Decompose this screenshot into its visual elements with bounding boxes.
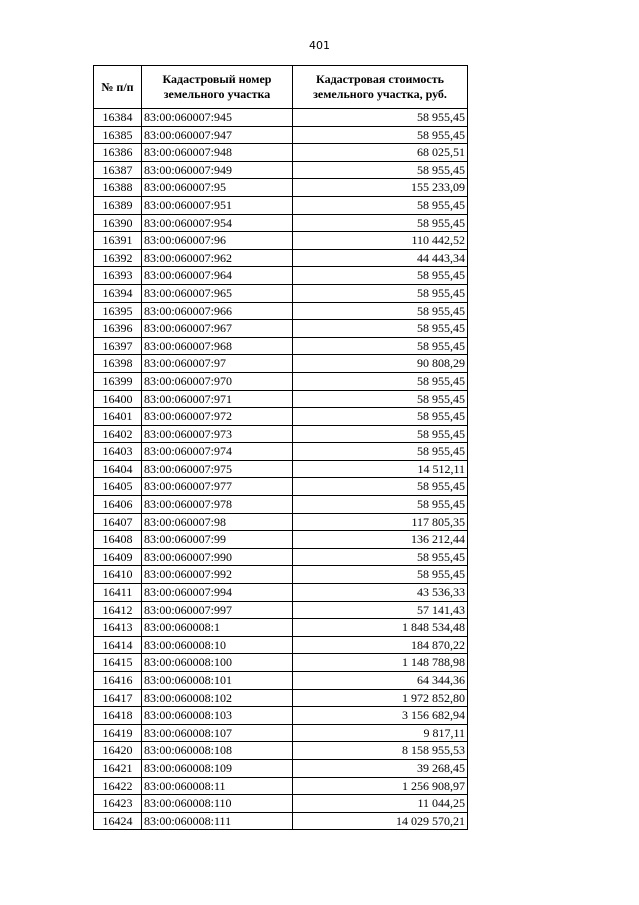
cadastral-value-cell: 8 158 955,53 (293, 742, 468, 760)
table-row (94, 214, 468, 232)
cadastral-number-cell: 83:00:060007:970 (142, 372, 293, 390)
page-number: 401 (309, 39, 330, 52)
row-number-cell: 16402 (94, 425, 142, 443)
cadastral-number-cell: 83:00:060007:951 (142, 196, 293, 214)
cadastral-value-cell: 68 025,51 (293, 144, 468, 162)
cadastral-value-cell: 58 955,45 (293, 478, 468, 496)
table-body (94, 109, 468, 830)
row-number-cell: 16404 (94, 460, 142, 478)
cadastral-number-cell: 83:00:060008:109 (142, 759, 293, 777)
cadastral-number-cell: 83:00:060007:98 (142, 513, 293, 531)
cadastral-number-cell: 83:00:060007:949 (142, 161, 293, 179)
table-row (94, 109, 468, 127)
table-row (94, 284, 468, 302)
cadastral-value-cell: 58 955,45 (293, 109, 468, 127)
row-number-cell: 16416 (94, 672, 142, 690)
cadastral-number-cell: 83:00:060007:964 (142, 267, 293, 285)
cadastral-value-cell: 57 141,43 (293, 601, 468, 619)
table-header-row (94, 66, 468, 109)
cadastral-number-cell: 83:00:060007:965 (142, 284, 293, 302)
cadastral-value-cell: 58 955,45 (293, 284, 468, 302)
header-cadastral-value: Кадастровая стоимость земельного участка, руб. (293, 66, 468, 109)
table-row (94, 548, 468, 566)
row-number-cell: 16407 (94, 513, 142, 531)
row-number-cell: 16423 (94, 795, 142, 813)
row-number-cell: 16410 (94, 566, 142, 584)
table-row (94, 425, 468, 443)
table-row (94, 654, 468, 672)
cadastral-number-cell: 83:00:060007:968 (142, 337, 293, 355)
cadastral-value-cell: 1 972 852,80 (293, 689, 468, 707)
row-number-cell: 16421 (94, 759, 142, 777)
cadastral-value-cell: 44 443,34 (293, 249, 468, 267)
cadastral-number-cell: 83:00:060008:108 (142, 742, 293, 760)
table-row (94, 707, 468, 725)
table-row (94, 478, 468, 496)
cadastral-value-cell: 14 512,11 (293, 460, 468, 478)
cadastral-number-cell: 83:00:060007:973 (142, 425, 293, 443)
cadastral-value-cell: 1 848 534,48 (293, 619, 468, 637)
cadastral-number-cell: 83:00:060007:99 (142, 531, 293, 549)
cadastral-number-cell: 83:00:060007:954 (142, 214, 293, 232)
row-number-cell: 16409 (94, 548, 142, 566)
cadastral-number-cell: 83:00:060008:1 (142, 619, 293, 637)
cadastral-value-cell: 58 955,45 (293, 443, 468, 461)
cadastral-number-cell: 83:00:060007:994 (142, 584, 293, 602)
table-row (94, 795, 468, 813)
cadastral-value-cell: 117 805,35 (293, 513, 468, 531)
cadastral-value-cell: 58 955,45 (293, 337, 468, 355)
row-number-cell: 16420 (94, 742, 142, 760)
row-number-cell: 16395 (94, 302, 142, 320)
cadastral-value-cell: 155 233,09 (293, 179, 468, 197)
cadastral-value-cell: 58 955,45 (293, 390, 468, 408)
cadastral-value-cell: 58 955,45 (293, 214, 468, 232)
cadastral-value-cell: 58 955,45 (293, 566, 468, 584)
cadastral-number-cell: 83:00:060008:107 (142, 724, 293, 742)
row-number-cell: 16406 (94, 496, 142, 514)
table-row (94, 636, 468, 654)
row-number-cell: 16394 (94, 284, 142, 302)
cadastral-value-cell: 64 344,36 (293, 672, 468, 690)
cadastral-value-cell: 184 870,22 (293, 636, 468, 654)
cadastral-value-cell: 136 212,44 (293, 531, 468, 549)
cadastral-value-cell: 58 955,45 (293, 302, 468, 320)
table-row (94, 302, 468, 320)
cadastral-value-cell: 58 955,45 (293, 548, 468, 566)
row-number-cell: 16399 (94, 372, 142, 390)
row-number-cell: 16401 (94, 408, 142, 426)
cadastral-number-cell: 83:00:060007:947 (142, 126, 293, 144)
cadastral-value-cell: 39 268,45 (293, 759, 468, 777)
table-row (94, 689, 468, 707)
row-number-cell: 16392 (94, 249, 142, 267)
row-number-cell: 16413 (94, 619, 142, 637)
table-row (94, 196, 468, 214)
table-row (94, 601, 468, 619)
table-row (94, 513, 468, 531)
cadastral-value-cell: 110 442,52 (293, 232, 468, 250)
row-number-cell: 16391 (94, 232, 142, 250)
table-row (94, 777, 468, 795)
cadastral-number-cell: 83:00:060007:95 (142, 179, 293, 197)
row-number-cell: 16398 (94, 355, 142, 373)
row-number-cell: 16389 (94, 196, 142, 214)
row-number-cell: 16422 (94, 777, 142, 795)
cadastral-number-cell: 83:00:060007:975 (142, 460, 293, 478)
cadastral-number-cell: 83:00:060007:962 (142, 249, 293, 267)
row-number-cell: 16417 (94, 689, 142, 707)
row-number-cell: 16390 (94, 214, 142, 232)
cadastral-number-cell: 83:00:060008:111 (142, 812, 293, 830)
cadastral-number-cell: 83:00:060007:997 (142, 601, 293, 619)
row-number-cell: 16424 (94, 812, 142, 830)
cadastral-value-cell: 58 955,45 (293, 496, 468, 514)
header-row-number: № п/п (94, 66, 142, 109)
table-row (94, 619, 468, 637)
table-row (94, 161, 468, 179)
row-number-cell: 16386 (94, 144, 142, 162)
row-number-cell: 16387 (94, 161, 142, 179)
table-row (94, 496, 468, 514)
cadastral-number-cell: 83:00:060008:102 (142, 689, 293, 707)
cadastral-number-cell: 83:00:060008:10 (142, 636, 293, 654)
row-number-cell: 16393 (94, 267, 142, 285)
cadastral-value-cell: 58 955,45 (293, 267, 468, 285)
cadastral-number-cell: 83:00:060008:110 (142, 795, 293, 813)
table-row (94, 337, 468, 355)
cadastral-value-cell: 1 256 908,97 (293, 777, 468, 795)
cadastral-number-cell: 83:00:060007:967 (142, 320, 293, 338)
row-number-cell: 16400 (94, 390, 142, 408)
table-row (94, 126, 468, 144)
cadastral-number-cell: 83:00:060007:974 (142, 443, 293, 461)
row-number-cell: 16408 (94, 531, 142, 549)
row-number-cell: 16415 (94, 654, 142, 672)
table-row (94, 812, 468, 830)
cadastral-number-cell: 83:00:060007:96 (142, 232, 293, 250)
table-row (94, 232, 468, 250)
cadastral-number-cell: 83:00:060007:978 (142, 496, 293, 514)
table-row (94, 584, 468, 602)
cadastral-number-cell: 83:00:060008:101 (142, 672, 293, 690)
cadastral-value-cell: 58 955,45 (293, 425, 468, 443)
table-row (94, 724, 468, 742)
table-row (94, 390, 468, 408)
cadastral-value-cell: 58 955,45 (293, 372, 468, 390)
cadastral-value-cell: 58 955,45 (293, 320, 468, 338)
cadastral-number-cell: 83:00:060007:97 (142, 355, 293, 373)
cadastral-number-cell: 83:00:060007:971 (142, 390, 293, 408)
header-cadastral-number: Кадастровый номер земельного участка (142, 66, 293, 109)
table-row (94, 531, 468, 549)
table-row (94, 443, 468, 461)
table-row (94, 372, 468, 390)
cadastral-number-cell: 83:00:060007:990 (142, 548, 293, 566)
table-row (94, 267, 468, 285)
cadastral-value-cell: 58 955,45 (293, 161, 468, 179)
table-row (94, 144, 468, 162)
row-number-cell: 16412 (94, 601, 142, 619)
row-number-cell: 16384 (94, 109, 142, 127)
cadastral-value-cell: 58 955,45 (293, 196, 468, 214)
cadastral-value-cell: 3 156 682,94 (293, 707, 468, 725)
cadastral-number-cell: 83:00:060007:977 (142, 478, 293, 496)
cadastral-value-cell: 1 148 788,98 (293, 654, 468, 672)
cadastral-value-cell: 14 029 570,21 (293, 812, 468, 830)
table-row (94, 179, 468, 197)
row-number-cell: 16397 (94, 337, 142, 355)
row-number-cell: 16396 (94, 320, 142, 338)
table-row (94, 460, 468, 478)
cadastral-number-cell: 83:00:060007:992 (142, 566, 293, 584)
cadastral-number-cell: 83:00:060007:966 (142, 302, 293, 320)
table-row (94, 320, 468, 338)
cadastral-value-cell: 9 817,11 (293, 724, 468, 742)
table-row (94, 672, 468, 690)
cadastral-value-cell: 58 955,45 (293, 126, 468, 144)
cadastral-number-cell: 83:00:060008:11 (142, 777, 293, 795)
row-number-cell: 16388 (94, 179, 142, 197)
row-number-cell: 16405 (94, 478, 142, 496)
row-number-cell: 16385 (94, 126, 142, 144)
row-number-cell: 16403 (94, 443, 142, 461)
table-row (94, 759, 468, 777)
cadastral-value-table (93, 65, 468, 830)
cadastral-value-cell: 90 808,29 (293, 355, 468, 373)
table-row (94, 355, 468, 373)
cadastral-number-cell: 83:00:060007:972 (142, 408, 293, 426)
cadastral-value-cell: 11 044,25 (293, 795, 468, 813)
cadastral-number-cell: 83:00:060007:945 (142, 109, 293, 127)
cadastral-value-cell: 43 536,33 (293, 584, 468, 602)
row-number-cell: 16411 (94, 584, 142, 602)
cadastral-number-cell: 83:00:060007:948 (142, 144, 293, 162)
row-number-cell: 16414 (94, 636, 142, 654)
table-row (94, 742, 468, 760)
table-row (94, 408, 468, 426)
table-row (94, 566, 468, 584)
cadastral-number-cell: 83:00:060008:100 (142, 654, 293, 672)
cadastral-value-cell: 58 955,45 (293, 408, 468, 426)
row-number-cell: 16419 (94, 724, 142, 742)
table-row (94, 249, 468, 267)
cadastral-number-cell: 83:00:060008:103 (142, 707, 293, 725)
row-number-cell: 16418 (94, 707, 142, 725)
